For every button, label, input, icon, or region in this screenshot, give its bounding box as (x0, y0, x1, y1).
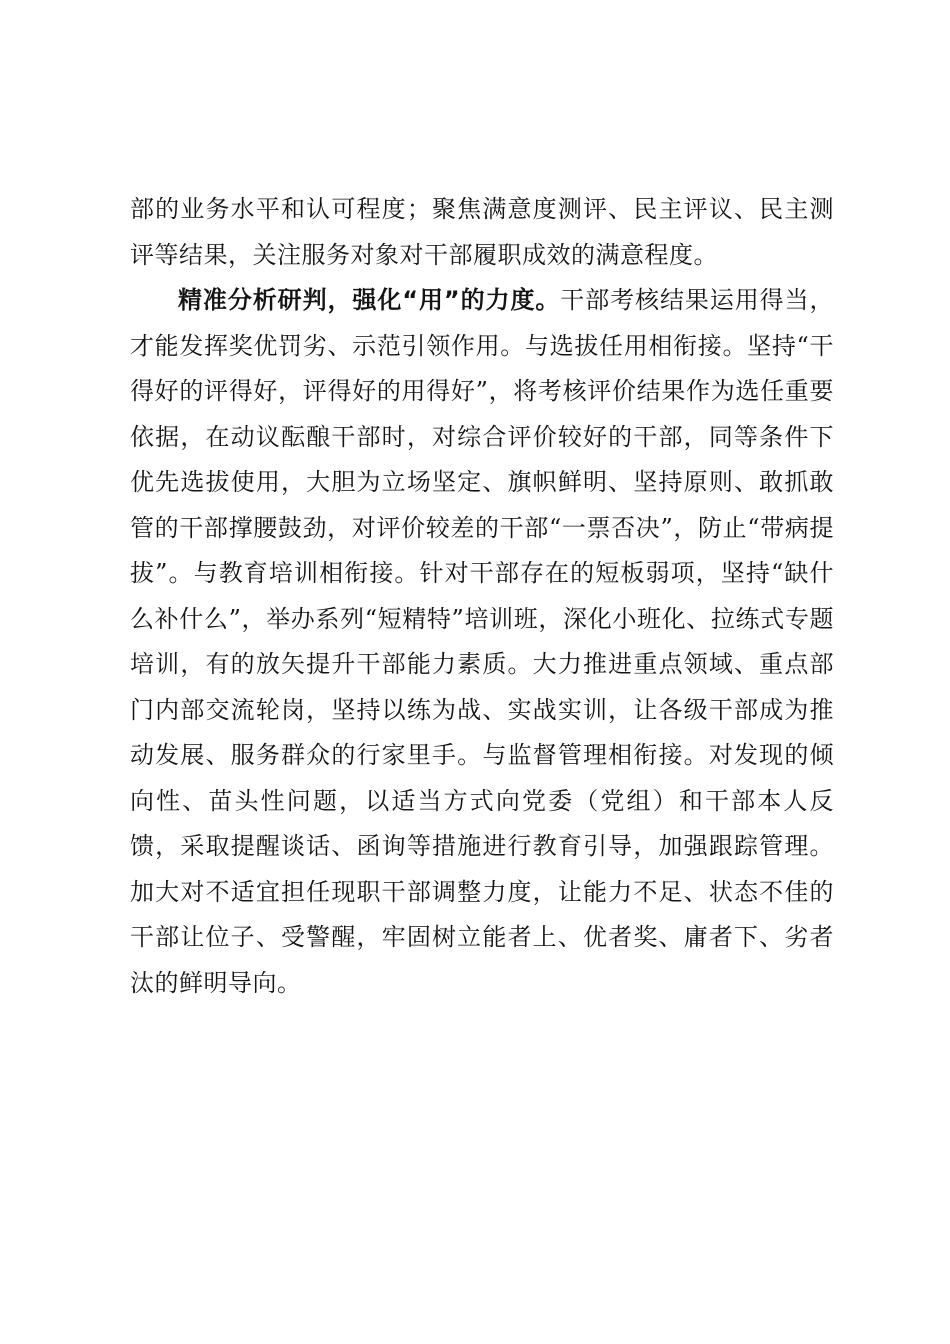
paragraph-2-heading: 精准分析研判，强化“用”的力度。 (178, 286, 561, 314)
paragraph-continuation (130, 187, 834, 278)
paragraph-1-text: 部的业务水平和认可程度；聚焦满意度测评、民主评议、民主测评等结果，关注服务对象对干部履职成效的满意程度。 (130, 195, 834, 269)
document-body (130, 187, 834, 1006)
paragraph-use-of-results (130, 278, 834, 1006)
paragraph-2-text: 干部考核结果运用得当，才能发挥奖优罚劣、示范引领作用。与选拔任用相衔接。坚持“干得好的评得好，评得好的用得好”，将考核评价结果作为选任重要依据，在动议酝酿干部时，对综合评价较好的干部，同等条件下优先选拔使用，大胆为立场坚定、旗帜鲜明、坚持原则、敢抓敢管的干部撑腰鼓劲，对评价较差的干部“一票否决”，防止“带病提拔”。与教育培训相衔接。针对干部存在的短板弱项，坚持“缺什么补什么”，举办系列“短精特”培训班，深化小班化、拉练式专题培训，有的放矢提升干部能力素质。大力推进重点领域、重点部门内部交流轮岗，坚持以练为战、实战实训，让各级干部成为推动发展、服务群众的行家里手。与监督管理相衔接。对发现的倾向性、苗头性问题，以适当方式向党委（党组）和干部本人反馈，采取提醒谈话、函询等措施进行教育引导，加强跟踪管理。加大对不适宜担任现职干部调整力度，让能力不足、状态不佳的干部让位子、受警醒，牢固树立能者上、优者奖、庸者下、劣者汰的鲜明导向。 (130, 286, 835, 997)
